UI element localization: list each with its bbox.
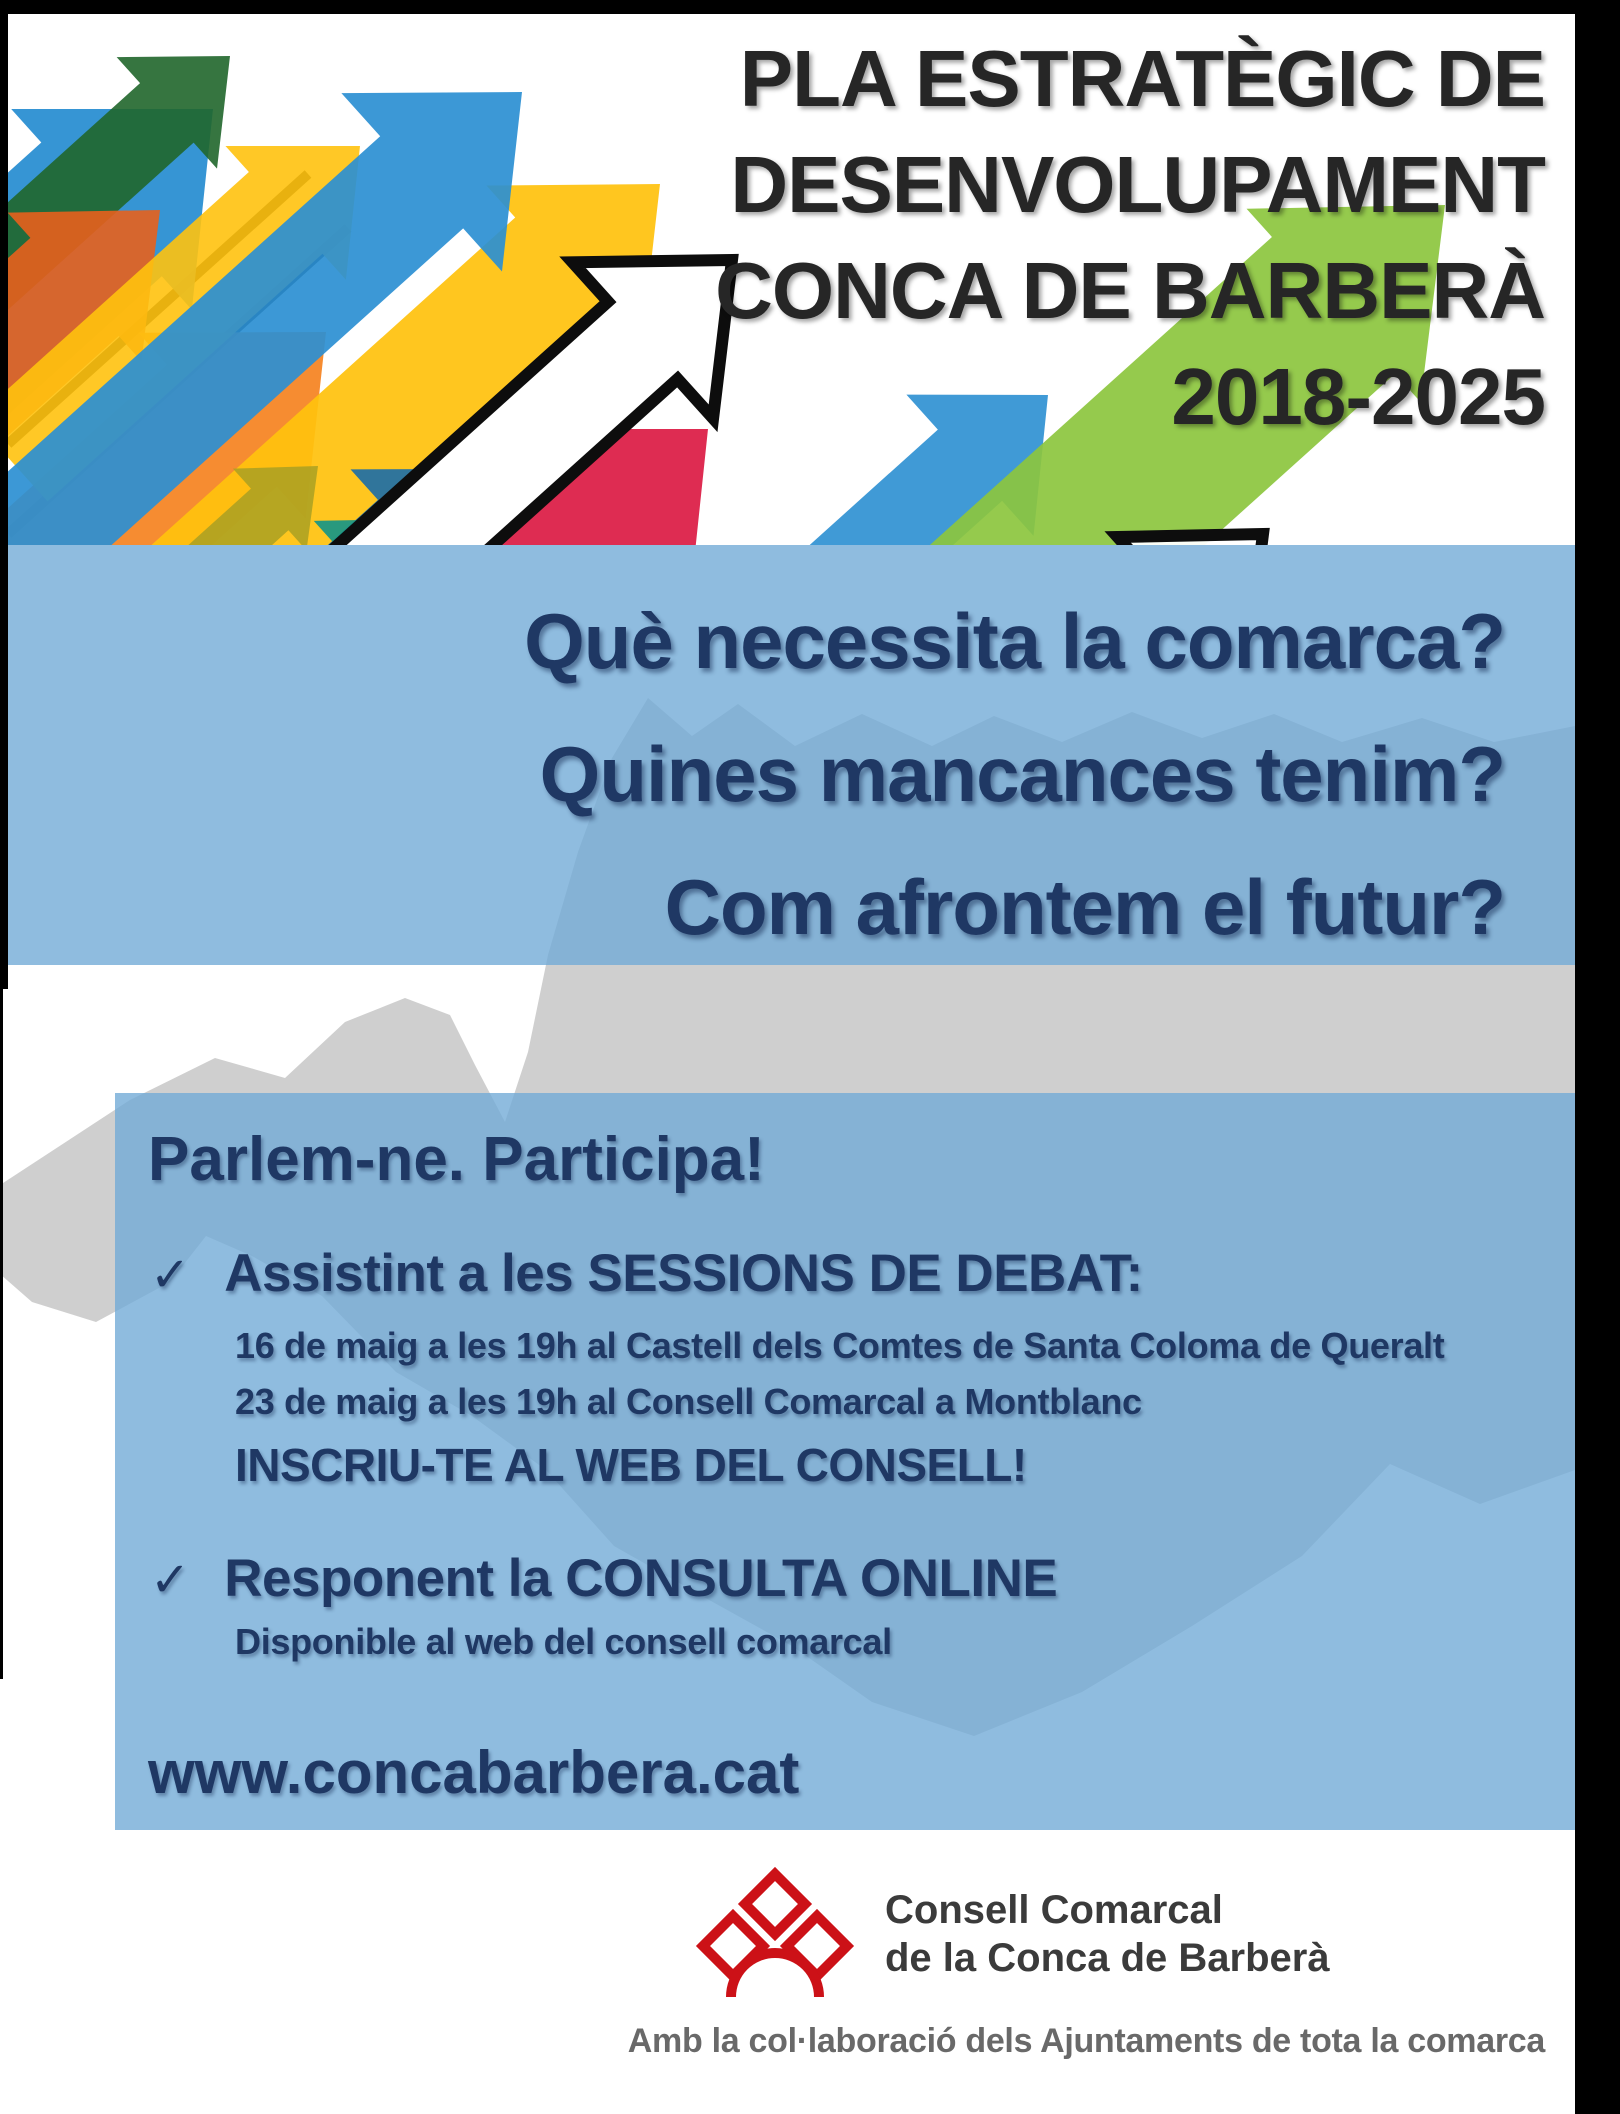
list-item-consulta [150, 1548, 1057, 1609]
questions-block [205, 575, 1505, 974]
consulta-details [235, 1614, 892, 1670]
top-border [0, 0, 1620, 14]
left-border [0, 14, 8, 989]
sessions-details [235, 1318, 1444, 1430]
poster-title [545, 26, 1545, 450]
consell-comarcal-logo [695, 1866, 1330, 2006]
title-line-1: PLA ESTRATÈGIC DE [739, 34, 1545, 123]
question-3: Com afrontem el futur? [664, 863, 1505, 951]
title-line-4: 2018-2025 [1171, 352, 1545, 441]
question-1: Què necessita la comarca? [524, 597, 1505, 685]
title-line-2: DESENVOLUPAMENT [730, 140, 1545, 229]
session-date-2: 23 de maig a les 19h al Consell Comarcal a Montblanc [235, 1381, 1142, 1422]
logo-line-2: de la Conca de Barberà [885, 1936, 1330, 1980]
question-2: Quines mancances tenim? [539, 730, 1505, 818]
signup-cta: INSCRIU-TE AL WEB DEL CONSELL! [235, 1439, 1027, 1491]
participate-heading: Parlem-ne. Participa! [148, 1125, 765, 1194]
right-border [1575, 0, 1620, 2114]
collaboration-note: Amb la col·laboració dels Ajuntaments de tota la comarca [627, 2022, 1545, 2060]
consulta-availability: Disponible al web del consell comarcal [235, 1621, 892, 1662]
consell-logo-icon [695, 1866, 855, 2006]
list-item-title: Responent la CONSULTA ONLINE [224, 1549, 1058, 1608]
check-icon: ✓ [150, 1554, 191, 1607]
left-border-thin [0, 989, 3, 1679]
session-date-1: 16 de maig a les 19h al Castell dels Comtes de Santa Coloma de Queralt [235, 1325, 1445, 1366]
title-line-3: CONCA DE BARBERÀ [715, 246, 1545, 335]
check-icon: ✓ [150, 1249, 191, 1302]
logo-text [885, 1866, 1330, 2006]
list-item-sessions [150, 1243, 1143, 1304]
logo-line-1: Consell Comarcal [885, 1888, 1223, 1932]
list-item-title: Assistint a les SESSIONS DE DEBAT: [224, 1244, 1143, 1303]
website-url: www.concabarbera.cat [148, 1739, 800, 1806]
